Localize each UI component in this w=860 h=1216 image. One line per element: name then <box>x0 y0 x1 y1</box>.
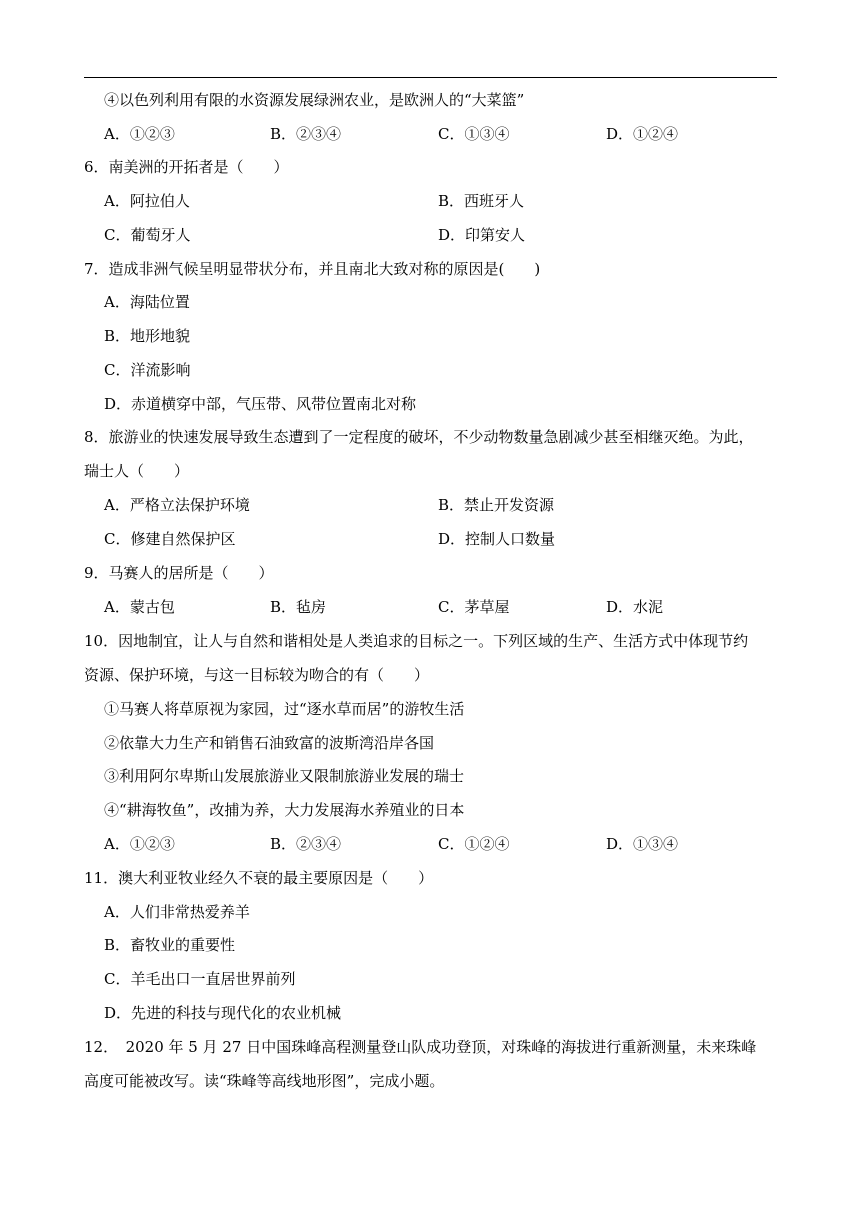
q10-option-a[interactable]: A．①②③ <box>104 835 175 853</box>
q5-option-a[interactable]: A．①②③ <box>104 125 175 143</box>
q7-option-c[interactable]: C．洋流影响 <box>104 361 191 379</box>
q10-stem-line2: 资源、保护环境，与这一目标较为吻合的有（ ） <box>84 666 430 684</box>
q7-option-d[interactable]: D．赤道横穿中部，气压带、风带位置南北对称 <box>104 395 417 413</box>
q6-option-d[interactable]: D．印第安人 <box>438 226 526 244</box>
q9-option-a[interactable]: A．蒙古包 <box>104 598 175 616</box>
q9-stem: 9．马赛人的居所是（ ） <box>84 564 274 582</box>
q11-option-c[interactable]: C．羊毛出口一直居世界前列 <box>104 970 296 988</box>
q6-option-c[interactable]: C．葡萄牙人 <box>104 226 191 244</box>
q5-item-4: ④以色列利用有限的水资源发展绿洲农业，是欧洲人的“大菜篮” <box>104 91 525 109</box>
q10-option-c[interactable]: C．①②④ <box>438 835 510 853</box>
q6-option-a[interactable]: A．阿拉伯人 <box>104 192 190 210</box>
q10-option-d[interactable]: D．①③④ <box>606 835 679 853</box>
q11-option-d[interactable]: D．先进的科技与现代化的农业机械 <box>104 1004 342 1022</box>
q10-item-4: ④“耕海牧鱼”，改捕为养，大力发展海水养殖业的日本 <box>104 801 465 819</box>
q11-stem: 11．澳大利亚牧业经久不衰的最主要原因是（ ） <box>84 869 434 887</box>
q10-item-2: ②依靠大力生产和销售石油致富的波斯湾沿岸各国 <box>104 734 435 752</box>
q8-option-b[interactable]: B．禁止开发资源 <box>438 496 555 514</box>
q11-option-a[interactable]: A．人们非常热爱养羊 <box>104 903 250 921</box>
q7-option-b[interactable]: B．地形地貌 <box>104 327 191 345</box>
q12-stem-line1: 12． 2020 年 5 月 27 日中国珠峰高程测量登山队成功登顶，对珠峰的海拔进行重新测量，未来珠峰 <box>84 1038 757 1056</box>
q10-item-1: ①马赛人将草原视为家园，过“逐水草而居”的游牧生活 <box>104 700 465 718</box>
q12-stem-line2: 高度可能被改写。读“珠峰等高线地形图”，完成小题。 <box>84 1072 445 1090</box>
q9-option-c[interactable]: C．茅草屋 <box>438 598 510 616</box>
q8-stem-line1: 8．旅游业的快速发展导致生态遭到了一定程度的破坏，不少动物数量急剧减少甚至相继灭绝。为此， <box>84 428 754 446</box>
q6-option-b[interactable]: B．西班牙人 <box>438 192 525 210</box>
q10-stem-line1: 10．因地制宜，让人与自然和谐相处是人类追求的目标之一。下列区域的生产、生活方式中体现节约 <box>84 632 749 650</box>
q8-option-d[interactable]: D．控制人口数量 <box>438 530 556 548</box>
q10-item-3: ③利用阿尔卑斯山发展旅游业又限制旅游业发展的瑞士 <box>104 767 465 785</box>
q11-option-b[interactable]: B．畜牧业的重要性 <box>104 936 236 954</box>
header-rule <box>84 77 777 78</box>
q6-stem: 6．南美洲的开拓者是（ ） <box>84 158 289 176</box>
q9-option-d[interactable]: D．水泥 <box>606 598 664 616</box>
q9-option-b[interactable]: B．毡房 <box>270 598 327 616</box>
q5-option-b[interactable]: B．②③④ <box>270 125 342 143</box>
q5-option-d[interactable]: D．①②④ <box>606 125 679 143</box>
q7-stem: 7．造成非洲气候呈明显带状分布，并且南北大致对称的原因是( ) <box>84 260 541 278</box>
q10-option-b[interactable]: B．②③④ <box>270 835 342 853</box>
q7-option-a[interactable]: A．海陆位置 <box>104 293 190 311</box>
q8-option-c[interactable]: C．修建自然保护区 <box>104 530 236 548</box>
q5-option-c[interactable]: C．①③④ <box>438 125 510 143</box>
q8-stem-line2: 瑞士人（ ） <box>84 462 190 480</box>
q8-option-a[interactable]: A．严格立法保护环境 <box>104 496 250 514</box>
